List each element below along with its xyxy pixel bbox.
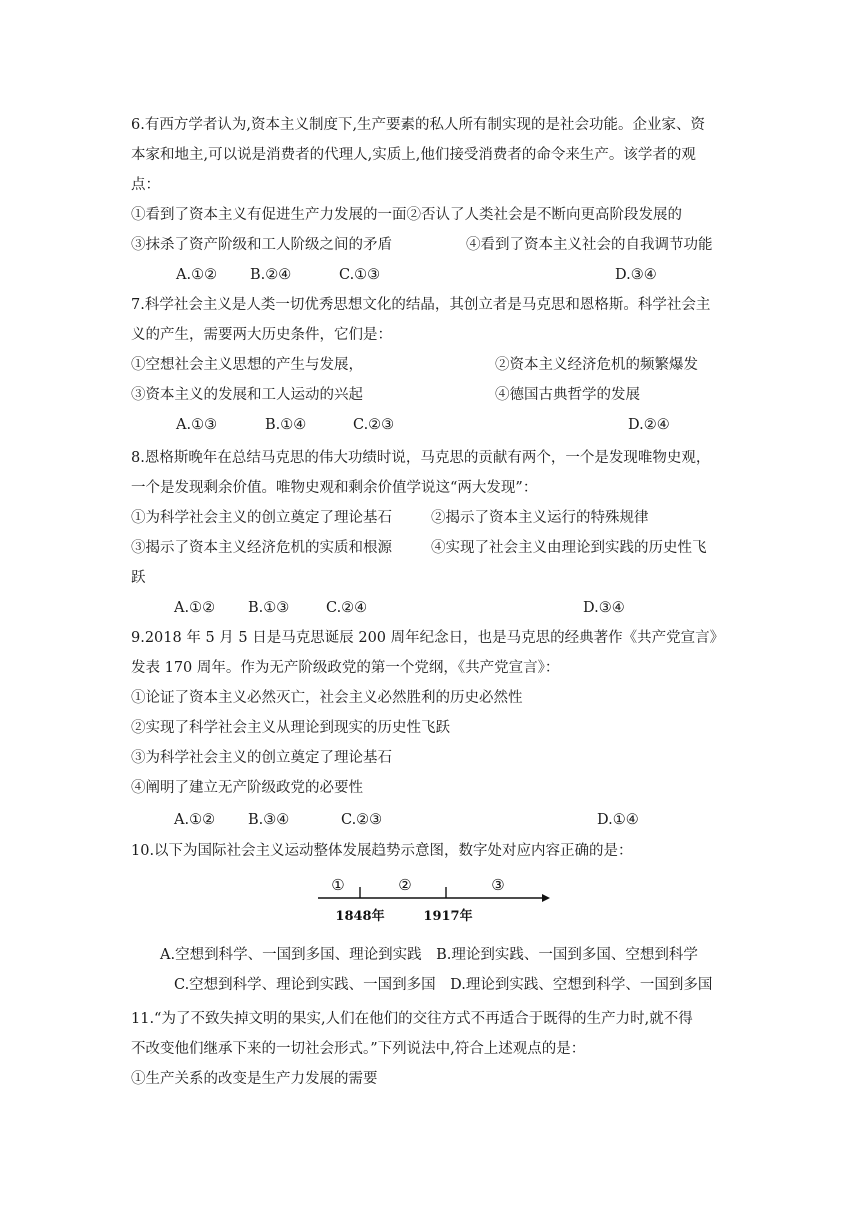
timeline-diagram <box>316 870 556 932</box>
q9-item-4: ④阐明了建立无产阶级政党的必要性 <box>131 780 363 796</box>
q6-item-4: ④看到了资本主义社会的自我调节功能 <box>466 237 713 253</box>
q6-option-b: B.②④ <box>250 267 292 283</box>
q6-option-a: A.①② <box>176 267 218 283</box>
q9-option-d: D.①④ <box>597 812 639 828</box>
q8-option-d: D.③④ <box>583 600 625 616</box>
q6-option-d: D.③④ <box>615 267 657 283</box>
q10-options-a-b: A.空想到科学、一国到多国、理论到实践 B.理论到实践、一国到多国、空想到科学 <box>160 947 698 963</box>
timeline-marker-3: ③ <box>491 876 505 894</box>
q7-item-1: ①空想社会主义思想的产生与发展， <box>131 357 363 373</box>
q9-stem-line1: 9.2018 年 5 月 5 日是马克思诞辰 200 周年纪念日，也是马克思的经典著作《共产党宣言》 <box>131 630 725 646</box>
q7-option-b: B.①④ <box>265 417 307 433</box>
q9-option-b: B.③④ <box>248 812 290 828</box>
q9-item-3: ③为科学社会主义的创立奠定了理论基石 <box>131 750 392 766</box>
q10-options-c-d: C.空想到科学、理论到实践、一国到多国 D.理论到实践、空想到科学、一国到多国 <box>174 977 713 993</box>
q8-item-4: ④实现了社会主义由理论到实践的历史性飞 <box>431 540 707 556</box>
q9-item-2: ②实现了科学社会主义从理论到现实的历史性飞跃 <box>131 720 450 736</box>
q7-stem-line1: 7.科学社会主义是人类一切优秀思想文化的结晶，其创立者是马克思和恩格斯。科学社会主 <box>131 297 711 313</box>
q11-stem-line1: 11.“为了不致失掉文明的果实,人们在他们的交往方式不再适合于既得的生产力时,就不得 <box>131 1011 693 1027</box>
q7-option-d: D.②④ <box>628 417 670 433</box>
q8-item-1: ①为科学社会主义的创立奠定了理论基石 <box>131 510 392 526</box>
q6-item-1-2: ①看到了资本主义有促进生产力发展的一面②否认了人类社会是不断向更高阶段发展的 <box>131 207 682 223</box>
q7-stem-line2: 义的产生，需要两大历史条件，它们是： <box>131 327 392 343</box>
q8-item-3: ③揭示了资本主义经济危机的实质和根源 <box>131 540 392 556</box>
q8-option-a: A.①② <box>174 600 216 616</box>
q9-option-c: C.②③ <box>341 812 383 828</box>
q7-item-2: ②资本主义经济危机的频繁爆发 <box>495 357 698 373</box>
q7-option-c: C.②③ <box>353 417 395 433</box>
q8-item-2: ②揭示了资本主义运行的特殊规律 <box>431 510 649 526</box>
q9-item-1: ①论证了资本主义必然灭亡，社会主义必然胜利的历史必然性 <box>131 690 523 706</box>
q8-stem-line2: 一个是发现剩余价值。唯物史观和剩余价值学说这“两大发现”： <box>131 480 538 496</box>
q8-item-4-continued: 跃 <box>131 570 146 586</box>
q6-item-3: ③抹杀了资产阶级和工人阶级之间的矛盾 <box>131 237 392 253</box>
timeline-marker-1: ① <box>331 876 345 894</box>
q6-stem-line3: 点： <box>131 177 160 193</box>
q8-option-c: C.②④ <box>326 600 368 616</box>
q10-stem-line1: 10.以下为国际社会主义运动整体发展趋势示意图，数字处对应内容正确的是： <box>131 843 633 859</box>
q6-option-c: C.①③ <box>339 267 381 283</box>
q7-option-a: A.①③ <box>176 417 218 433</box>
q8-option-b: B.①③ <box>248 600 290 616</box>
timeline-marker-2: ② <box>398 876 412 894</box>
timeline-label-1848: 1848年 <box>335 909 385 924</box>
q6-stem-line1: 6.有西方学者认为,资本主义制度下,生产要素的私人所有制实现的是社会功能。企业家、资 <box>131 117 706 133</box>
timeline-arrowhead <box>542 894 550 902</box>
q9-stem-line2: 发表 170 周年。作为无产阶级政党的第一个党纲，《共产党宣言》： <box>131 660 560 676</box>
q11-stem-line2: 不改变他们继承下来的一切社会形式。”下列说法中,符合上述观点的是： <box>131 1041 586 1057</box>
q9-option-a: A.①② <box>174 812 216 828</box>
q7-item-3: ③资本主义的发展和工人运动的兴起 <box>131 387 363 403</box>
timeline-label-1917: 1917年 <box>423 909 473 924</box>
q6-stem-line2: 本家和地主,可以说是消费者的代理人,实质上,他们接受消费者的命令来生产。该学者的观 <box>131 147 696 163</box>
q11-item-1: ①生产关系的改变是生产力发展的需要 <box>131 1071 378 1087</box>
q8-stem-line1: 8.恩格斯晚年在总结马克思的伟大功绩时说，马克思的贡献有两个，一个是发现唯物史观， <box>131 450 711 466</box>
q7-item-4: ④德国古典哲学的发展 <box>495 387 640 403</box>
